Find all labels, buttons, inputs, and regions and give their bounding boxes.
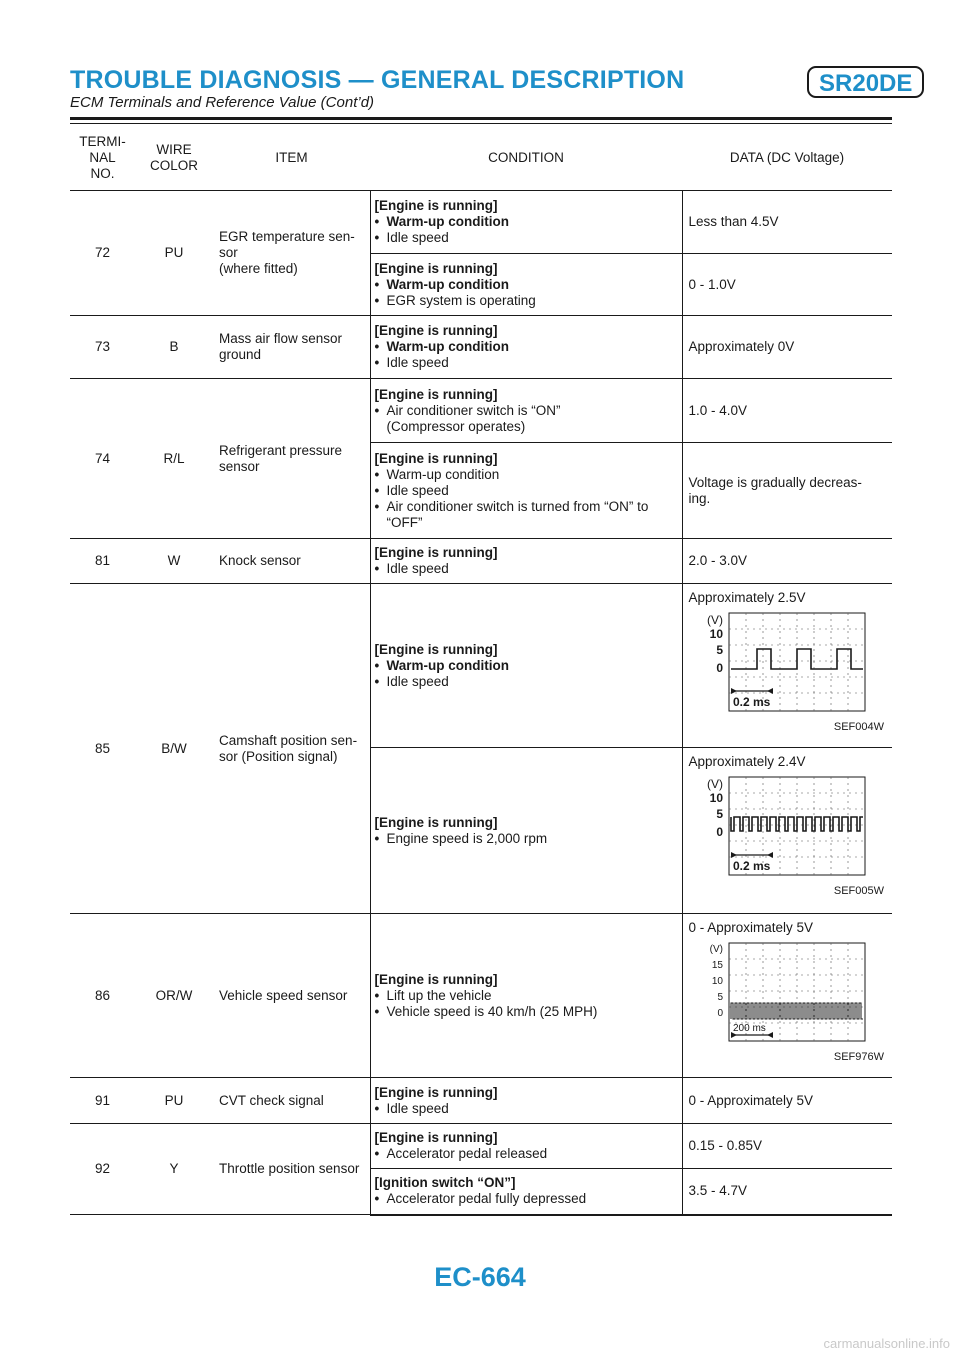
data-value: Less than 4.5V: [688, 214, 779, 229]
bullet-mark: •: [374, 355, 380, 370]
bullet-mark: •: [374, 214, 380, 229]
data-cell: [682, 316, 892, 379]
item-cell: [213, 914, 370, 1078]
item-line: sor (Position signal): [219, 748, 338, 764]
bullet-mark: •: [374, 498, 380, 514]
item-cell: [213, 379, 370, 539]
condition-title: [Engine is running]: [374, 1130, 498, 1145]
ecm-terminal-table: [70, 125, 892, 1216]
bullet-mark: •: [374, 561, 380, 576]
condition-bullet: [375, 1191, 678, 1207]
condition-title: [Engine is running]: [374, 641, 498, 657]
data-cell: [682, 443, 892, 539]
wire-color: B/W: [135, 584, 213, 914]
bullet-text: Air conditioner switch is “ON”: [386, 402, 561, 418]
data-value: 0 - Approximately 5V: [688, 1092, 814, 1108]
terminal-number: 91: [70, 1078, 135, 1124]
waveform-chart: [689, 609, 869, 717]
data-value: 2.0 - 3.0V: [688, 553, 748, 568]
item-line: CVT check signal: [219, 1092, 324, 1108]
table-row: [70, 191, 892, 254]
terminal-number: 72: [70, 191, 135, 316]
condition-cell: [370, 316, 682, 379]
condition-cell: [370, 1078, 682, 1124]
item-line: Refrigerant pressure: [219, 442, 343, 458]
bullet-text: Idle speed: [386, 1100, 449, 1116]
col-item: ITEM: [213, 125, 370, 191]
bullet-text: Air conditioner switch is turned from “ON” to: [386, 498, 649, 514]
bullet-text: Warm-up condition: [386, 466, 500, 482]
condition-bullet: [375, 293, 678, 309]
wire-color: W: [135, 539, 213, 584]
terminal-number: 85: [70, 584, 135, 914]
data-value: 0.15 - 0.85V: [688, 1138, 763, 1153]
signal-trace: [731, 649, 863, 669]
condition-title: [Engine is running]: [374, 260, 498, 276]
table-header-row: [70, 125, 892, 191]
bullet-text: Idle speed: [386, 355, 449, 370]
time-scale-label: 0.2 ms: [732, 695, 770, 709]
data-cell: [682, 584, 892, 748]
watermark: carmanualsonline.info: [823, 1336, 950, 1351]
condition-bullet: [375, 277, 678, 293]
condition-cell: [370, 584, 682, 748]
page-code: EC-664: [434, 1262, 526, 1292]
bullet-mark: •: [374, 466, 380, 482]
bullet-text: Idle speed: [386, 482, 449, 498]
scope-axis-label: 5: [716, 992, 723, 1003]
data-cell: [682, 1124, 892, 1169]
scope-axis-label: (V): [706, 777, 723, 791]
page-subtitle: ECM Terminals and Reference Value (Cont’d): [70, 94, 375, 111]
table-row: [70, 379, 892, 443]
condition-bullet: [375, 658, 678, 674]
item-line: Knock sensor: [219, 553, 301, 568]
table-row: [70, 1124, 892, 1169]
bullet-text: Vehicle speed is 40 km/h (25 MPH): [386, 1003, 598, 1019]
condition-title: [Engine is running]: [374, 198, 498, 213]
condition-cell: [370, 539, 682, 584]
condition-bullet: [375, 214, 678, 230]
wire-color: B: [135, 316, 213, 379]
bullet-text: Accelerator pedal fully depressed: [386, 1191, 587, 1207]
item-line: sor: [219, 245, 238, 260]
item-line: Throttle position sensor: [219, 1161, 360, 1176]
condition-title: [Engine is running]: [374, 386, 498, 402]
bullet-mark: •: [374, 673, 380, 689]
bullet-text: Warm-up condition: [386, 657, 509, 673]
condition-bullet: [375, 561, 678, 577]
bullet-mark: •: [374, 339, 380, 354]
page-title: TROUBLE DIAGNOSIS — GENERAL DESCRIPTION: [70, 66, 685, 94]
item-cell: [213, 191, 370, 316]
bullet-mark: •: [374, 1146, 380, 1161]
bullet-text: EGR system is operating: [386, 292, 536, 308]
condition-bullet: [375, 1004, 678, 1020]
figure-code: SEF005W: [833, 885, 884, 897]
col-wire-color: WIRE COLOR: [135, 125, 213, 191]
scope-axis-label: 5: [715, 807, 723, 821]
data-value: Approximately 2.4V: [688, 754, 806, 769]
terminal-number: 73: [70, 316, 135, 379]
bullet-text: Engine speed is 2,000 rpm: [386, 830, 548, 846]
item-line: (where fitted): [219, 261, 298, 276]
bullet-mark: •: [374, 230, 380, 245]
condition-bullet: [375, 499, 678, 515]
bullet-mark: •: [374, 482, 380, 498]
item-line: ground: [219, 347, 262, 362]
data-value-line: Voltage is gradually decreas-: [688, 474, 862, 490]
scope-axis-label: 10: [709, 791, 723, 805]
item-cell: [213, 584, 370, 914]
bullet-text: Accelerator pedal released: [386, 1146, 548, 1161]
scope-axis-label: 15: [711, 960, 723, 971]
header-rule-thin: [70, 123, 892, 124]
condition-cell: [370, 379, 682, 443]
table-row: [70, 539, 892, 584]
item-cell: [213, 316, 370, 379]
data-cell: [682, 1169, 892, 1215]
signal-trace: [731, 1003, 863, 1019]
scope-axis-label: 10: [711, 976, 723, 987]
item-line: sensor: [219, 458, 260, 474]
figure-code: SEF976W: [833, 1051, 884, 1063]
condition-continuation: (Compressor operates): [386, 418, 526, 434]
condition-bullet: [375, 339, 678, 355]
scope-axis-label: 0: [716, 1008, 723, 1019]
data-cell: [682, 539, 892, 584]
bullet-mark: •: [374, 276, 380, 292]
condition-bullet: [375, 674, 678, 690]
item-cell: [213, 1078, 370, 1124]
terminal-number: 74: [70, 379, 135, 539]
wire-color: PU: [135, 1078, 213, 1124]
bullet-text: Lift up the vehicle: [386, 987, 492, 1003]
condition-bullet: [375, 403, 678, 419]
wire-color: R/L: [135, 379, 213, 539]
condition-bullet: [375, 988, 678, 1004]
wire-color: Y: [135, 1124, 213, 1215]
condition-bullet: [375, 355, 678, 371]
signal-trace: [731, 817, 863, 831]
condition-cell: [370, 1169, 682, 1215]
data-cell: [682, 379, 892, 443]
col-terminal: TERMI- NAL NO.: [70, 125, 135, 191]
waveform-chart: [689, 939, 869, 1047]
col-condition: CONDITION: [370, 125, 682, 191]
condition-title: [Engine is running]: [374, 1084, 498, 1100]
condition-bullet: [375, 831, 678, 847]
data-value: 1.0 - 4.0V: [688, 402, 748, 418]
figure-code: SEF004W: [833, 721, 884, 733]
bullet-text: Warm-up condition: [386, 276, 509, 292]
bullet-text: Idle speed: [386, 230, 449, 245]
item-cell: [213, 1124, 370, 1215]
item-line: Camshaft position sen-: [219, 732, 358, 748]
condition-bullet: [375, 483, 678, 499]
bullet-mark: •: [374, 1191, 380, 1207]
col-data: DATA (DC Voltage): [682, 125, 892, 191]
scope-axis-label: 0: [715, 661, 723, 675]
condition-cell: [370, 748, 682, 914]
condition-title: [Engine is running]: [374, 971, 498, 987]
scope-axis-label: 0: [715, 825, 723, 839]
time-scale-label: 200 ms: [732, 1023, 766, 1034]
bullet-mark: •: [374, 830, 380, 846]
item-line: Vehicle speed sensor: [219, 987, 348, 1003]
scope-axis-label: (V): [706, 613, 723, 627]
bullet-text: Idle speed: [386, 561, 449, 576]
data-value: 3.5 - 4.7V: [688, 1183, 748, 1199]
bullet-mark: •: [374, 292, 380, 308]
table-row: [70, 1078, 892, 1124]
data-cell: [682, 1078, 892, 1124]
condition-title: [Engine is running]: [374, 323, 498, 338]
condition-bullet: [375, 467, 678, 483]
data-value: 0 - Approximately 5V: [688, 920, 814, 935]
condition-title: [Engine is running]: [374, 450, 498, 466]
bullet-mark: •: [374, 1100, 380, 1116]
waveform-chart: [689, 773, 869, 881]
bullet-text: Warm-up condition: [386, 339, 509, 354]
terminal-number: 92: [70, 1124, 135, 1215]
condition-title: [Engine is running]: [374, 545, 498, 560]
scope-axis-label: (V): [709, 944, 723, 955]
bullet-mark: •: [374, 402, 380, 418]
scope-axis-label: 10: [709, 627, 723, 641]
condition-cell: [370, 1124, 682, 1169]
condition-bullet: [375, 1101, 678, 1117]
bullet-text: Idle speed: [386, 673, 449, 689]
condition-cell: [370, 914, 682, 1078]
wire-color: PU: [135, 191, 213, 316]
header-rule-thick: [70, 117, 892, 120]
item-line: Mass air flow sensor: [219, 331, 343, 346]
scope-axis-label: 5: [715, 643, 723, 657]
data-value: 0 - 1.0V: [688, 276, 736, 292]
item-cell: [213, 539, 370, 584]
table-row: [70, 584, 892, 748]
data-value-line: ing.: [688, 490, 711, 506]
item-line: EGR temperature sen-: [219, 229, 355, 244]
bullet-mark: •: [374, 987, 380, 1003]
engine-badge: SR20DE: [807, 66, 924, 98]
condition-bullet: [375, 1146, 678, 1162]
condition-cell: [370, 191, 682, 254]
condition-bullet: [375, 230, 678, 246]
time-scale-label: 0.2 ms: [732, 859, 770, 873]
data-cell: [682, 254, 892, 316]
condition-cell: [370, 254, 682, 316]
condition-title: [Engine is running]: [374, 814, 498, 830]
condition-continuation: “OFF”: [386, 514, 423, 530]
bullet-text: Warm-up condition: [386, 214, 509, 229]
data-cell: [682, 191, 892, 254]
data-value: Approximately 2.5V: [688, 590, 806, 605]
bullet-mark: •: [374, 1003, 380, 1019]
terminal-number: 81: [70, 539, 135, 584]
table-row: [70, 914, 892, 1078]
data-value: Approximately 0V: [688, 339, 795, 354]
table-row: [70, 316, 892, 379]
condition-title: [Ignition switch “ON”]: [374, 1175, 516, 1191]
condition-cell: [370, 443, 682, 539]
data-cell: [682, 748, 892, 914]
terminal-number: 86: [70, 914, 135, 1078]
bullet-mark: •: [374, 657, 380, 673]
wire-color: OR/W: [135, 914, 213, 1078]
data-cell: [682, 914, 892, 1078]
